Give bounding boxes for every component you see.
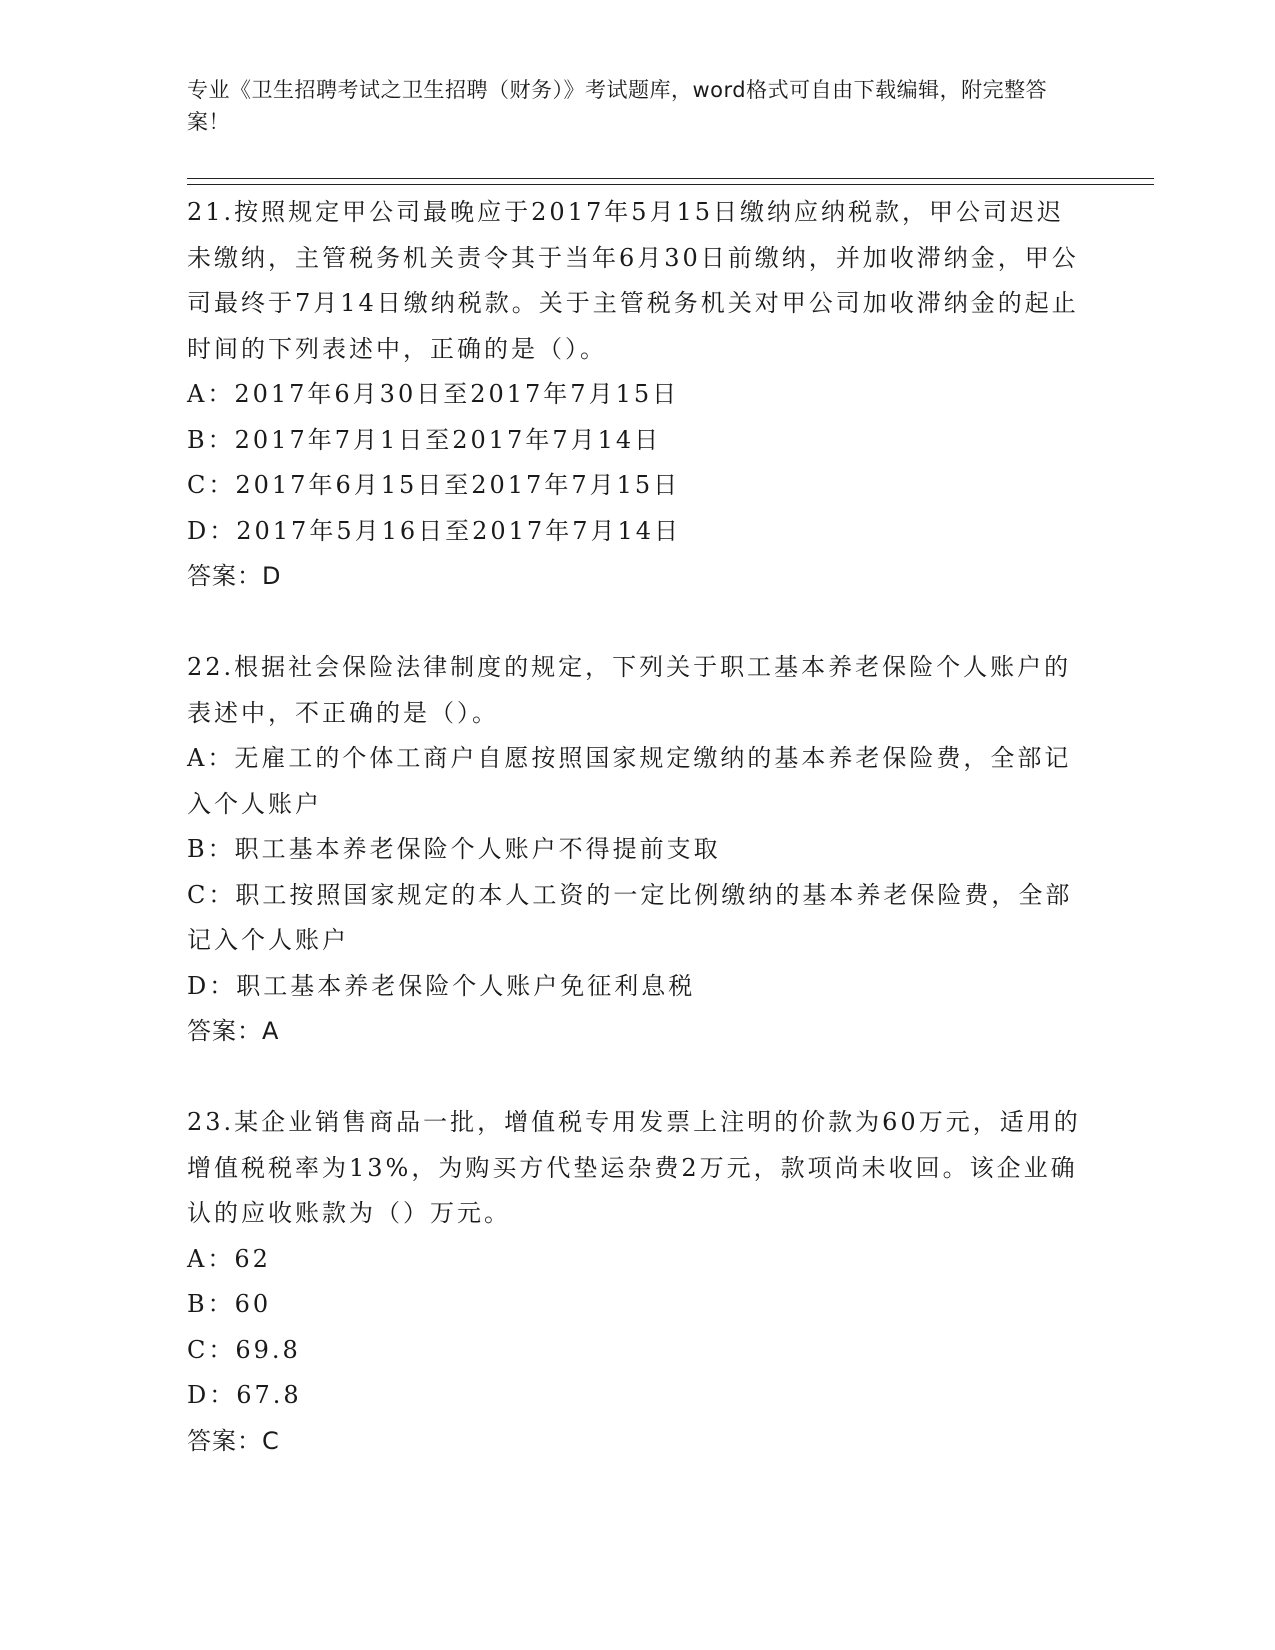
question-text: 23.某企业销售商品一批，增值税专用发票上注明的价款为60万元，适用的增值税税率为13%，为购买方代垫运杂费2万元，款项尚未收回。该企业确认的应收账款为（）万元。 bbox=[187, 1108, 1081, 1227]
question-text: 22.根据社会保险法律制度的规定，下列关于职工基本养老保险个人账户的表述中，不正确的是（）。 bbox=[187, 653, 1072, 727]
option-b: B：职工基本养老保险个人账户不得提前支取 bbox=[187, 835, 721, 863]
header-divider-top bbox=[187, 178, 1154, 179]
answer: 答案：A bbox=[187, 1017, 280, 1045]
question-list bbox=[187, 190, 1087, 1464]
option-c: C：职工按照国家规定的本人工资的一定比例缴纳的基本养老保险费，全部记入个人账户 bbox=[187, 880, 1073, 954]
question-text: 21.按照规定甲公司最晚应于2017年5月15日缴纳应纳税款，甲公司迟迟未缴纳，主管税务机关责令其于当年6月30日前缴纳，并加收滞纳金，甲公司最终于7月14日缴纳税款。关于主管税务机关对甲公司加收滞纳金的起止时间的下列表述中，正确的是（）。 bbox=[187, 198, 1079, 363]
option-a: A：62 bbox=[187, 1244, 271, 1273]
header-divider-bottom bbox=[187, 184, 1154, 185]
option-a: A：2017年6月30日至2017年7月15日 bbox=[187, 380, 680, 408]
question-22 bbox=[187, 645, 1087, 1055]
question-spacer bbox=[187, 1055, 1087, 1101]
document-header: 专业《卫生招聘考试之卫生招聘（财务）》考试题库，word格式可自由下载编辑，附完整答案！ bbox=[187, 78, 1048, 134]
answer: 答案：D bbox=[187, 562, 282, 590]
option-d: D：职工基本养老保险个人账户免征利息税 bbox=[187, 971, 696, 1000]
question-21 bbox=[187, 190, 1087, 600]
option-c: C：69.8 bbox=[187, 1335, 301, 1364]
option-d: D：67.8 bbox=[187, 1381, 302, 1409]
option-c: C：2017年6月15日至2017年7月15日 bbox=[187, 471, 681, 499]
option-d: D：2017年5月16日至2017年7月14日 bbox=[187, 516, 682, 545]
option-b: B：60 bbox=[187, 1290, 272, 1318]
option-a: A：无雇工的个体工商户自愿按照国家规定缴纳的基本养老保险费，全部记入个人账户 bbox=[187, 744, 1072, 818]
option-b: B：2017年7月1日至2017年7月14日 bbox=[187, 425, 662, 454]
answer: 答案：C bbox=[187, 1426, 280, 1455]
question-spacer bbox=[187, 600, 1087, 646]
question-23 bbox=[187, 1100, 1087, 1464]
